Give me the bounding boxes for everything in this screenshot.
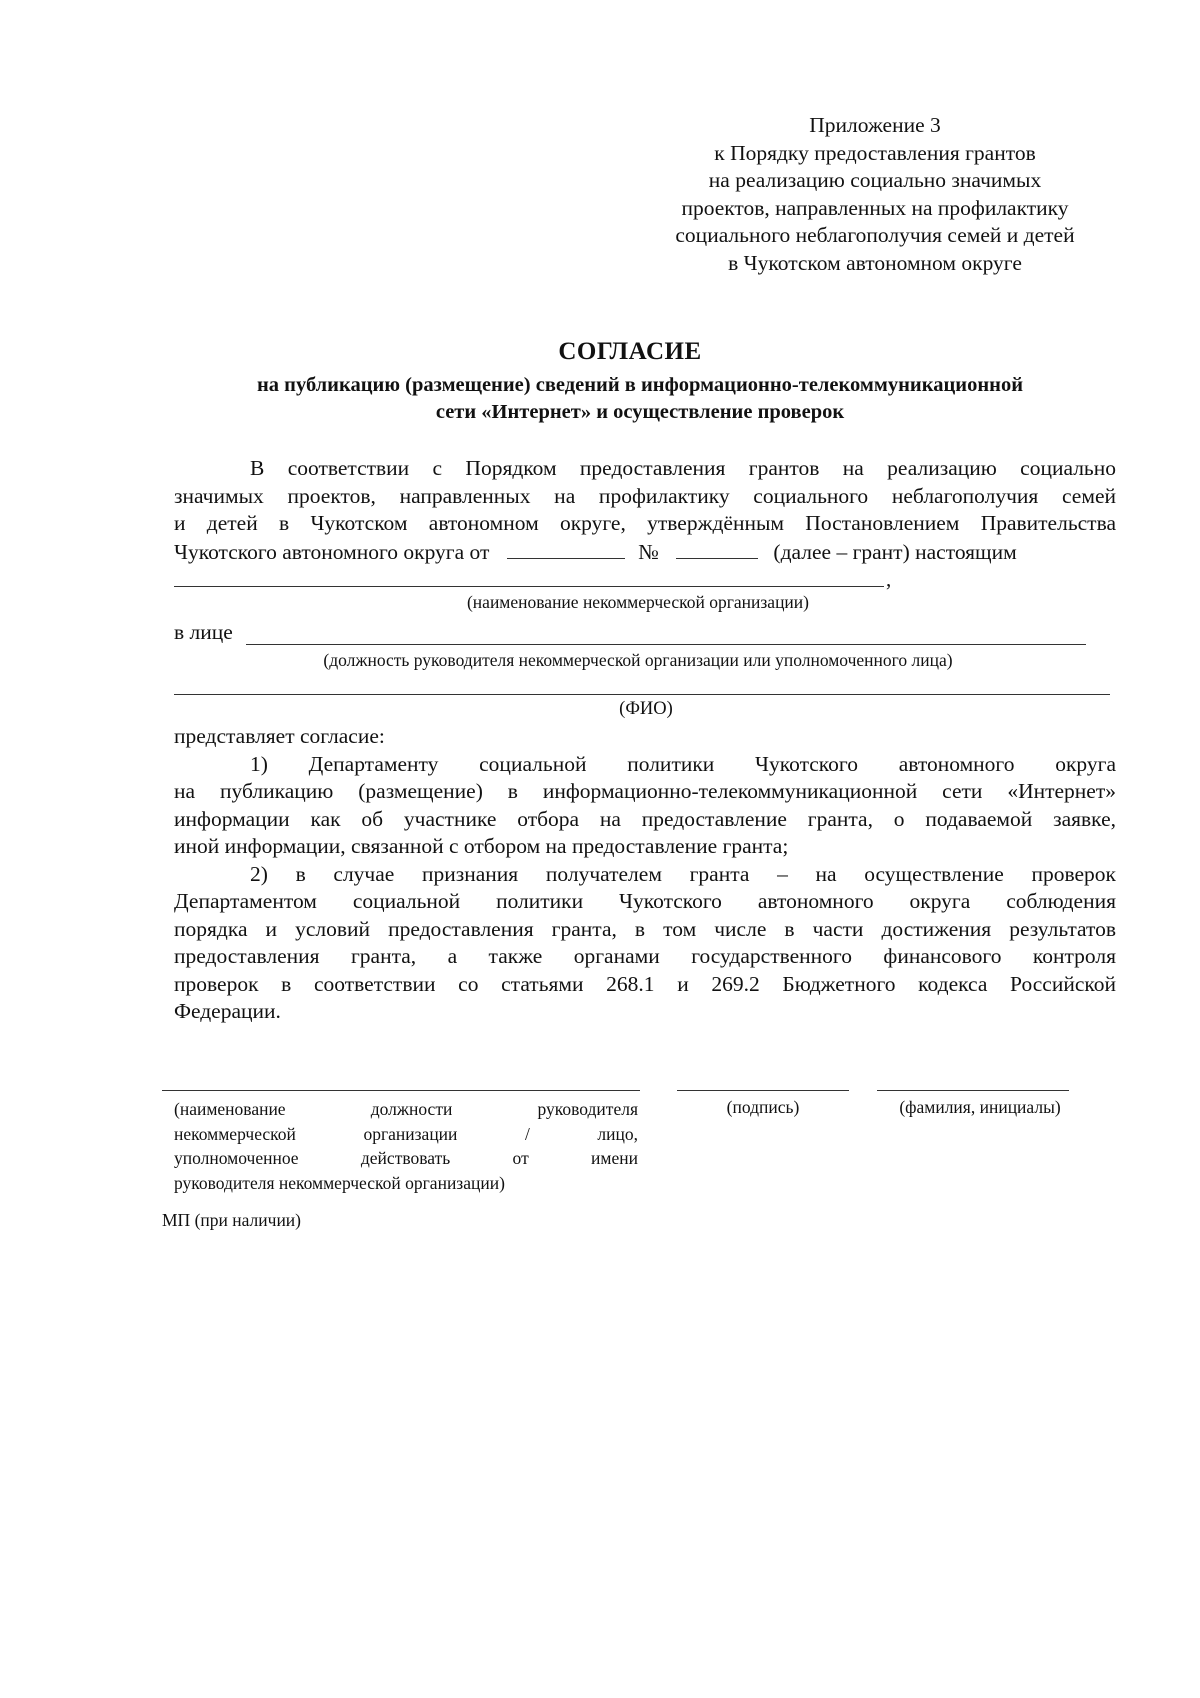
stamp-note: МП (при наличии) <box>162 1210 302 1230</box>
intro-line: и детей в Чукотском автономном округе, утверждённым Постановлением Правительства <box>174 511 1116 535</box>
item2-line: проверок в соответствии со статьями 268.1 и 269.2 Бюджетного кодекса Российской <box>174 971 1116 996</box>
item2-line: порядка и условий предоставления гранта, в том числе в части достижения результатов <box>174 916 1116 941</box>
item2-line: предоставления гранта, а также органами государственного финансового контроля <box>174 944 1116 968</box>
document-title: СОГЛАСИЕ <box>558 338 702 365</box>
caption-signature: (подпись) <box>726 1097 800 1117</box>
caption-fio: (ФИО) <box>619 699 673 719</box>
appendix-line: в Чукотском автономном округе <box>728 250 1022 275</box>
consent-label: представляет согласие: <box>174 724 385 748</box>
appendix-line: социального неблагополучия семей и детей <box>675 223 1075 247</box>
item1-line: на публикацию (размещение) в информационно-телекоммуникационной сети «Интернет» <box>174 779 1116 803</box>
intro-paragraph <box>174 455 1116 566</box>
name-line[interactable] <box>877 1090 1069 1091</box>
item1-line: 1) Департаменту социальной политики Чукотского автономного округа <box>250 751 1116 776</box>
intro-line: значимых проектов, направленных на профилактику социального неблагополучия семей <box>174 483 1116 508</box>
position-caption-line: уполномоченное действовать от имени <box>174 1148 638 1168</box>
number-sign: № <box>638 539 659 564</box>
appendix-line: к Порядку предоставления грантов <box>714 140 1036 165</box>
date-blank[interactable] <box>507 538 625 559</box>
position-blank[interactable] <box>246 644 1086 645</box>
intro-text: Чукотского автономного округа от <box>174 539 490 564</box>
org-name-blank[interactable] <box>174 586 884 587</box>
item2-line: Департаментом социальной политики Чукотского автономного округа соблюдения <box>174 889 1116 913</box>
subtitle-line: сети «Интернет» и осуществление проверок <box>435 401 845 423</box>
caption-name: (фамилия, инициалы) <box>899 1097 1061 1117</box>
caption-position: (должность руководителя некоммерческой организации или уполномоченного лица) <box>323 650 953 670</box>
subtitle-line: на публикацию (размещение) сведений в информационно-телекоммуникационной <box>256 374 1024 396</box>
consent-body <box>174 723 1116 1026</box>
item2-line: Федерации. <box>174 999 281 1023</box>
number-blank[interactable] <box>676 538 758 559</box>
position-signature-line[interactable] <box>162 1090 640 1091</box>
item2-line: 2) в случае признания получателем гранта – на осуществление проверок <box>250 861 1116 886</box>
org-line-comma: , <box>886 567 892 591</box>
in-person-label: в лице <box>174 620 233 644</box>
caption-org: (наименование некоммерческой организации) <box>466 592 809 612</box>
intro-line: В соответствии с Порядком предоставления грантов на реализацию социально <box>250 456 1116 480</box>
position-caption-line: (наименование должности руководителя <box>174 1099 638 1119</box>
document-subtitle <box>170 372 1110 426</box>
appendix-line: Приложение 3 <box>809 113 941 137</box>
position-caption-block <box>174 1097 638 1195</box>
sign-line[interactable] <box>677 1090 849 1091</box>
intro-text: (далее – грант) настоящим <box>773 539 1017 564</box>
item1-line: иной информации, связанной с отбором на предоставление гранта; <box>174 834 789 858</box>
position-caption-line: руководителя некоммерческой организации) <box>174 1172 505 1193</box>
appendix-line: проектов, направленных на профилактику <box>681 195 1069 220</box>
item1-line: информации как об участнике отбора на предоставление гранта, о подаваемой заявке, <box>174 806 1116 831</box>
appendix-header <box>640 112 1110 277</box>
position-caption-line: некоммерческой организации / лицо, <box>174 1123 638 1144</box>
fio-blank[interactable] <box>174 694 1110 695</box>
appendix-line: на реализацию социально значимых <box>708 168 1042 192</box>
intro-line-with-blanks <box>174 538 1116 567</box>
